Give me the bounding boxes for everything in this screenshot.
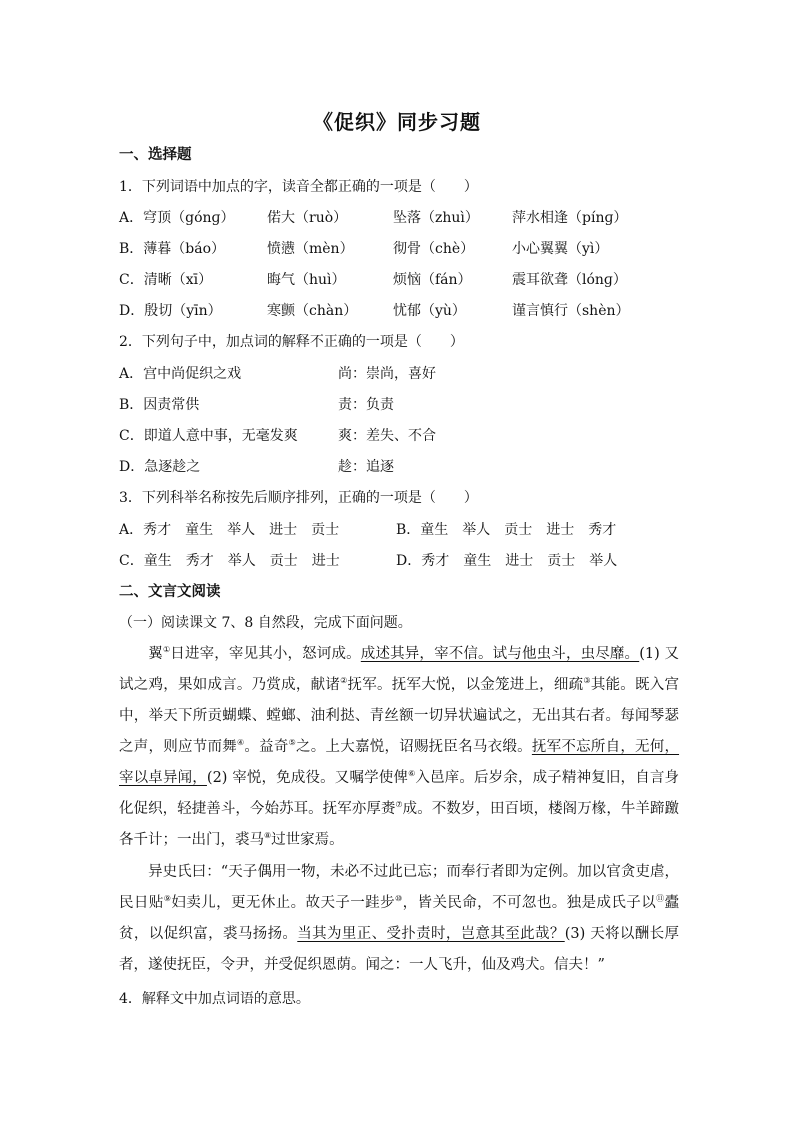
q2-option-b: B．因责常供 [119, 397, 200, 413]
passage-paragraph-2: 异史氏曰：“天子偶用一物，未必不过此已忘；而奉行者即为定例。加以官贪吏虐，民日贴⑨妇卖儿，更无休止。故天子一跬步⑩，皆关民命，不可忽也。独是成氏子以⑪蠹贫，以促织富，裘马扬扬。当其为里正、受扑责时，岂意其至此哉？(3) 天将以酬长厚者，遂使抚臣，令尹，并受促织恩荫。闻之：一人飞升，仙及鸡犬。信夫！” [119, 864, 680, 973]
footnote-marker: ③ [583, 676, 591, 685]
footnote-marker: ② [340, 676, 348, 685]
q1-option-a-4: 萍水相逢（pínɡ） [512, 210, 628, 226]
question-3-stem: 3．下列科举名称按先后顺序排列，正确的一项是（ ） [119, 490, 478, 506]
q1-option-c-2: 晦气（huì） [267, 272, 346, 288]
q2-option-c: C．即道人意中事，无毫发爽 [119, 428, 298, 444]
footnote-marker: ⑩ [395, 894, 403, 903]
footnote-marker: ⑧ [264, 831, 272, 840]
q1-option-d-3: 忧郁（yù） [393, 303, 466, 319]
reading-instructions: （一）阅读课文 7、8 自然段，完成下面问题。 [119, 615, 412, 631]
question-1-stem: 1．下列词语中加点的字，读音全都正确的一项是（ ） [119, 179, 478, 195]
q3-option-b: B．童生 举人 贡士 进士 秀才 [396, 522, 617, 538]
q2-option-a-gloss: 尚：崇尚，喜好 [338, 366, 436, 382]
footnote-marker: ④ [236, 738, 245, 747]
question-2-stem: 2．下列句子中，加点词的解释不正确的一项是（ ） [119, 334, 464, 350]
q1-option-a-3: 坠落（zhuì） [393, 210, 479, 226]
section-heading-reading: 二、文言文阅读 [119, 583, 221, 600]
footnote-marker: ① [162, 645, 171, 654]
passage-paragraph-1: 翼①日进宰，宰见其小，怒诃成。成述其异，宰不信。试与他虫斗，虫尽靡。(1) 又试之鸡，果如成言。乃赏成，献诸②抚军。抚军大悦，以金笼进上，细疏③其能。既入宫中，举天下所贡蝴蝶、螳螂、油利挞、青丝额一切异状遍试之，无出其右者。每闻琴瑟之声，则应节而舞④。益奇⑤之。上大嘉悦，诏赐抚臣名马衣缎。抚军不忘所自，无何，宰以卓异闻，(2) 宰悦，免成役。又嘱学使俾⑥入邑庠。后岁余，成子精神复旧，自言身化促织，轻捷善斗，今始苏耳。抚军亦厚赉⑦成。不数岁，田百顷，楼阁万椽，牛羊蹄躈各千计；一出门，裘马⑧过世家焉。 [119, 645, 680, 848]
page-title: 《促织》同步习题 [313, 110, 481, 134]
q1-option-c-3: 烦恼（fán） [393, 272, 472, 288]
q3-option-d: D．秀才 童生 进士 贡士 举人 [396, 553, 618, 569]
underlined-sentence: 当其为里正、受扑责时，岂意其至此哉？ [297, 926, 565, 942]
q1-option-d-1: D．殷切（yīn） [119, 303, 222, 319]
q2-option-a: A．宫中尚促织之戏 [119, 366, 242, 382]
q1-option-a-2: 偌大（ruò） [267, 210, 348, 226]
q1-option-b-4: 小心翼翼（yì） [512, 241, 609, 257]
q3-option-a: A．秀才 童生 举人 进士 贡士 [119, 522, 340, 538]
question-4-stem: 4．解释文中加点词语的意思。 [119, 991, 310, 1007]
footnote-marker: ⑦ [395, 800, 403, 809]
q1-option-b-2: 愤懑（mèn） [267, 241, 354, 257]
underlined-sentence: 成述其异，宰不信。试与他虫斗，虫尽靡。 [360, 646, 640, 662]
q1-option-c-1: C．清晰（xī） [119, 272, 213, 288]
q2-option-c-gloss: 爽：差失、不合 [338, 428, 436, 444]
q1-option-a-1: A．穹顶（gónɡ） [119, 210, 235, 226]
q3-option-c: C．童生 秀才 举人 贡士 进士 [119, 553, 340, 569]
underlined-sentence: 抚军不忘所自，无何，宰以卓异闻， [119, 739, 680, 786]
q1-option-b-3: 彻骨（chè） [393, 241, 475, 257]
q1-option-c-4: 震耳欲聋（lónɡ） [512, 272, 627, 288]
footnote-marker: ⑥ [408, 769, 416, 778]
q2-option-b-gloss: 责：负责 [338, 397, 394, 413]
q1-option-d-2: 寒颤（chàn） [267, 303, 358, 319]
footnote-marker: ⑤ [288, 738, 297, 747]
q2-option-d: D．急逐趁之 [119, 459, 201, 475]
q1-option-d-4: 谨言慎行（shèn） [512, 303, 630, 319]
footnote-marker: ⑨ [163, 894, 172, 903]
section-heading-choice: 一、选择题 [119, 146, 192, 163]
footnote-marker: ⑪ [656, 894, 665, 903]
q1-option-b-1: B．薄暮（báo） [119, 241, 226, 257]
q2-option-d-gloss: 趁：追逐 [338, 459, 394, 475]
